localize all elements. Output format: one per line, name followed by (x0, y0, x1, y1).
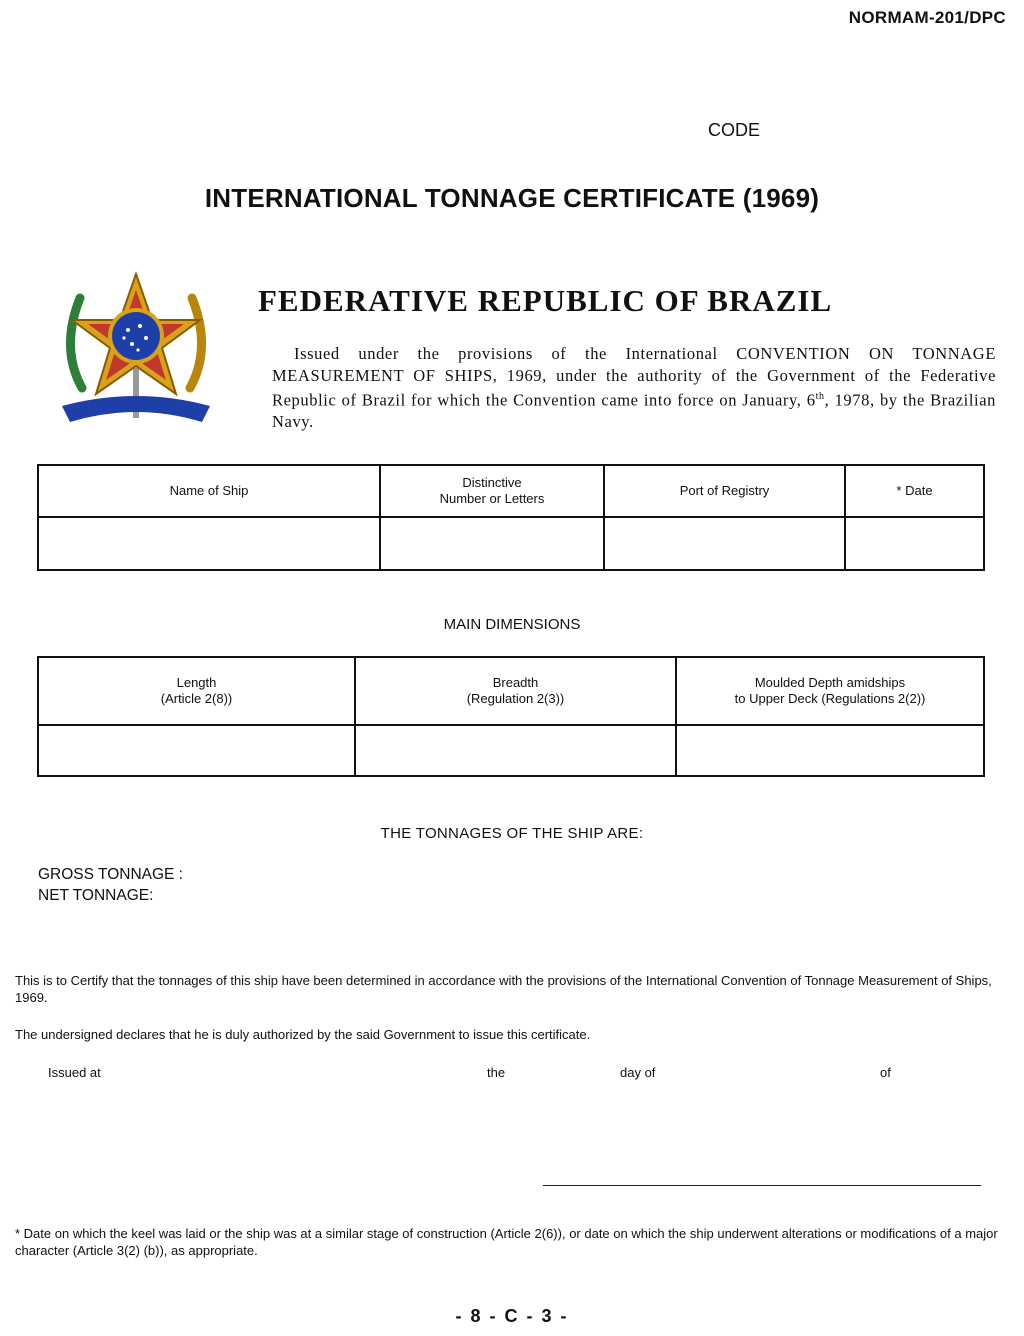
value-breadth[interactable] (355, 725, 676, 776)
issuance-text-superscript: th (815, 391, 825, 402)
of-label: of (880, 1065, 891, 1080)
breadth-label: Breadth (492, 675, 539, 690)
value-port-of-registry[interactable] (604, 517, 845, 570)
certification-statement: This is to Certify that the tonnages of this ship have been determined in accordance with the provisions of the International Convention of Tonnage Measurement of Ships, 1969. (15, 973, 992, 1005)
code-label: CODE (708, 120, 761, 140)
gross-tonnage-label: GROSS TONNAGE : (38, 866, 183, 883)
header-name-of-ship: Name of Ship (38, 465, 380, 517)
date-footnote: * Date on which the keel was laid or the ship was at a similar stage of construction (Article 2(6)), or date on which the ship underwent alterations or modifications of a major character (Article 3(2) (b)), as appropriate. (15, 1226, 998, 1258)
page-number: - 8 - C - 3 - (455, 1306, 569, 1326)
ship-identification-table (37, 464, 985, 571)
signature-line (543, 1185, 981, 1186)
header-date: * Date (845, 465, 984, 517)
net-tonnage-label: NET TONNAGE: (38, 887, 154, 904)
the-label: the (487, 1065, 506, 1080)
republic-heading: FEDERATIVE REPUBLIC OF BRAZIL (258, 283, 833, 318)
header-length (38, 657, 355, 725)
issuance-statement (272, 343, 996, 433)
value-moulded-depth[interactable] (676, 725, 984, 776)
length-label: Length (176, 675, 217, 690)
issuance-text-end: , 1978, by the Brazilian Navy. (272, 390, 997, 431)
depth-label: Moulded Depth amidships (754, 675, 906, 690)
certificate-title: INTERNATIONAL TONNAGE CERTIFICATE (1969) (204, 183, 820, 213)
document-reference: NORMAM-201/DPC (848, 8, 1006, 27)
brazil-coat-of-arms-emblem (52, 268, 220, 430)
main-dimensions-title: MAIN DIMENSIONS (443, 616, 581, 633)
breadth-reference: (Regulation 2(3)) (466, 691, 565, 706)
value-name-of-ship[interactable] (38, 517, 380, 570)
header-distinctive-line2: Number or Letters (439, 491, 545, 506)
issued-at-label: Issued at (48, 1065, 101, 1080)
value-distinctive-number[interactable] (380, 517, 604, 570)
issuance-text-main: Issued under the provisions of the International CONVENTION ON TONNAGE MEASUREMENT OF SHIPS, 1969, under the authority of the Government of the Federative Republic of Brazil for which the Convention came into force on January, 6 (272, 344, 996, 410)
value-date[interactable] (845, 517, 984, 570)
header-moulded-depth (676, 657, 984, 725)
length-reference: (Article 2(8)) (160, 691, 233, 706)
value-length[interactable] (38, 725, 355, 776)
day-of-label: day of (620, 1065, 656, 1080)
depth-reference: to Upper Deck (Regulations 2(2)) (734, 691, 926, 706)
header-port-of-registry: Port of Registry (604, 465, 845, 517)
header-distinctive-number (380, 465, 604, 517)
main-dimensions-table (37, 656, 985, 777)
tonnages-title: THE TONNAGES OF THE SHIP ARE: (380, 825, 644, 842)
authorization-statement: The undersigned declares that he is duly authorized by the said Government to issue this certificate. (15, 1027, 591, 1042)
header-distinctive-line1: Distinctive (462, 475, 522, 490)
header-breadth (355, 657, 676, 725)
